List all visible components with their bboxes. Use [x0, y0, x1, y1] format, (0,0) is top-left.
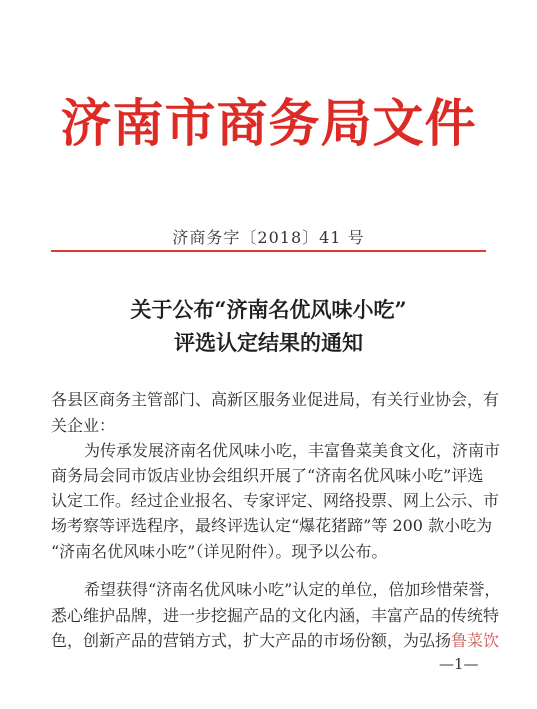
page-number: —1—: [439, 655, 479, 673]
paragraph-2-line-1: 希望获得“济南名优风味小吃”认定的单位，倍加珍惜荣誉，: [84, 580, 501, 599]
red-divider: [51, 250, 486, 252]
paragraph-2-line-2: 悉心维护品牌，进一步挖掘产品的文化内涵，丰富产品的传统特: [51, 606, 500, 625]
paragraph-2-line-3-text: 色，创新产品的营销方式，扩大产品的市场份额，为弘扬: [51, 631, 452, 650]
document-number: 济商务字〔2018〕41 号: [172, 228, 365, 247]
salutation-line-2: 关企业：: [51, 416, 116, 435]
paragraph-1-line-2: 商务局会同市饭店业协会组织开展了“济南名优风味小吃”评选: [51, 466, 484, 485]
paragraph-1-line-3: 认定工作。经过企业报名、专家评定、网络投票、网上公示、市: [51, 491, 500, 510]
paragraph-2-line-3-red-tail: 鲁菜饮: [451, 631, 500, 650]
salutation-line-1: 各县区商务主管部门、高新区服务业促进局，有关行业协会，有: [51, 390, 500, 409]
notice-title-line-2: 评选认定结果的通知: [174, 330, 363, 355]
paragraph-1-line-4: 场考察等评选程序，最终评选认定“爆花猪蹄”等 200 款小吃为: [51, 516, 493, 535]
paragraph-2-line-3: [51, 630, 499, 652]
issuer-header: 济南市商务局文件: [60, 94, 477, 154]
paragraph-1-line-5: “济南名优风味小吃”（详见附件）。现予以公布。: [51, 542, 388, 561]
notice-title-line-1: 关于公布“济南名优风味小吃”: [130, 297, 407, 322]
paragraph-1-line-1: 为传承发展济南名优风味小吃，丰富鲁菜美食文化，济南市: [84, 441, 501, 460]
